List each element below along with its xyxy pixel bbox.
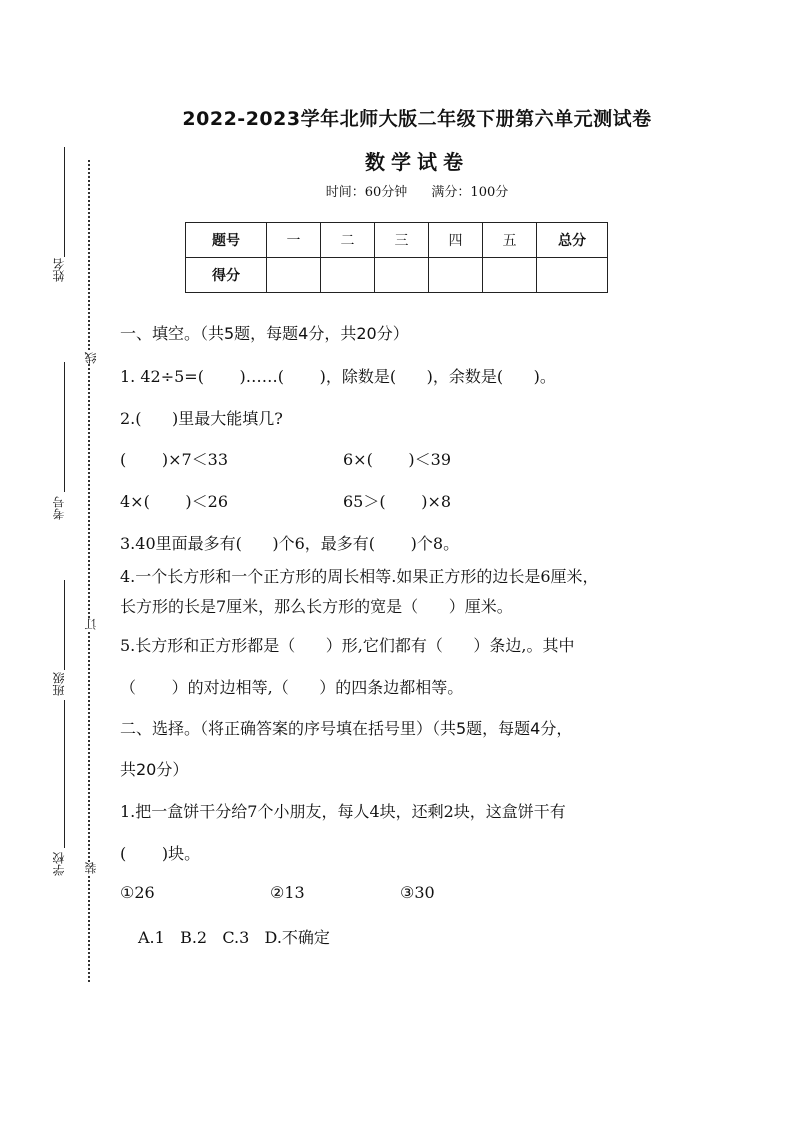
school-label: 学校 (52, 852, 66, 876)
score-input-cell[interactable] (267, 258, 321, 293)
option-3: ③30 (400, 883, 435, 902)
name-label: 姓名 (52, 258, 66, 282)
name-line (64, 147, 65, 257)
section1-heading: 一、填空。（共5题，每题4分，共20分） (120, 324, 409, 343)
score-input-cell[interactable] (537, 258, 608, 293)
class-label: 班级 (52, 672, 66, 696)
score-table-cell: 题号 (186, 223, 267, 258)
option-1: ①26 (120, 883, 155, 902)
score-table-score-row (186, 258, 608, 293)
question-1-2b: 6×( )＜39 (343, 450, 452, 469)
full-score: 满分：100分 (431, 185, 509, 200)
score-input-cell[interactable] (321, 258, 375, 293)
score-table-cell: 三 (375, 223, 429, 258)
question-2-1-line2: ( )块。 (120, 844, 201, 863)
cut-mark-zhuang: 装 (84, 862, 98, 874)
question-1-4-line2: 长方形的长是7厘米，那么长方形的宽是（ ）厘米。 (120, 597, 513, 616)
exam-no-label: 考号 (52, 496, 66, 520)
section2-heading-line2: 共20分） (120, 760, 189, 779)
binding-dotted-line (88, 160, 90, 982)
cut-mark-ding: 订 (84, 618, 98, 630)
score-table-cell: 得分 (186, 258, 267, 293)
question-1-5-line1: 5.长方形和正方形都是（ ）形,它们都有（ ）条边,。其中 (120, 636, 575, 655)
exam-no-line (64, 362, 65, 492)
question-1-2a: ( )×7＜33 (120, 450, 229, 469)
score-table-cell: 一 (267, 223, 321, 258)
question-1-5-line2: （ ）的对边相等,（ ）的四条边都相等。 (120, 678, 464, 697)
question-1-2c: 4×( )＜26 (120, 492, 229, 511)
score-table-cell: 四 (429, 223, 483, 258)
score-table-cell: 五 (483, 223, 537, 258)
score-input-cell[interactable] (429, 258, 483, 293)
question-1-2d: 65＞( )×8 (343, 492, 452, 511)
exam-title: 2022-2023学年北师大版二年级下册第六单元测试卷 (182, 108, 652, 130)
question-1-1: 1. 42÷5=( )……( )，除数是( )，余数是( )。 (120, 367, 556, 386)
score-table-cell: 二 (321, 223, 375, 258)
question-2-1-line1: 1.把一盒饼干分给7个小朋友，每人4块，还剩2块，这盒饼干有 (120, 802, 566, 821)
question-1-3: 3.40里面最多有( )个6，最多有( )个8。 (120, 534, 460, 553)
score-input-cell[interactable] (375, 258, 429, 293)
exam-subtitle: 数学试卷 (365, 150, 469, 174)
section2-heading-line1: 二、选择。（将正确答案的序号填在括号里）（共5题，每题4分， (120, 719, 573, 738)
cut-mark-xian: 线 (84, 352, 98, 364)
time-limit: 时间：60分钟 (325, 185, 408, 200)
score-input-cell[interactable] (483, 258, 537, 293)
score-table-cell: 总分 (537, 223, 608, 258)
score-table-header-row (186, 223, 608, 258)
question-1-4-line1: 4.一个长方形和一个正方形的周长相等.如果正方形的边长是6厘米， (120, 567, 599, 586)
question-1-2: 2.( )里最大能填几? (120, 409, 283, 428)
answer-choices: A.1 B.2 C.3 D.不确定 (138, 928, 330, 947)
school-line (64, 700, 65, 848)
option-2: ②13 (270, 883, 305, 902)
score-table (185, 222, 608, 293)
exam-info (0, 181, 794, 200)
class-line (64, 580, 65, 670)
